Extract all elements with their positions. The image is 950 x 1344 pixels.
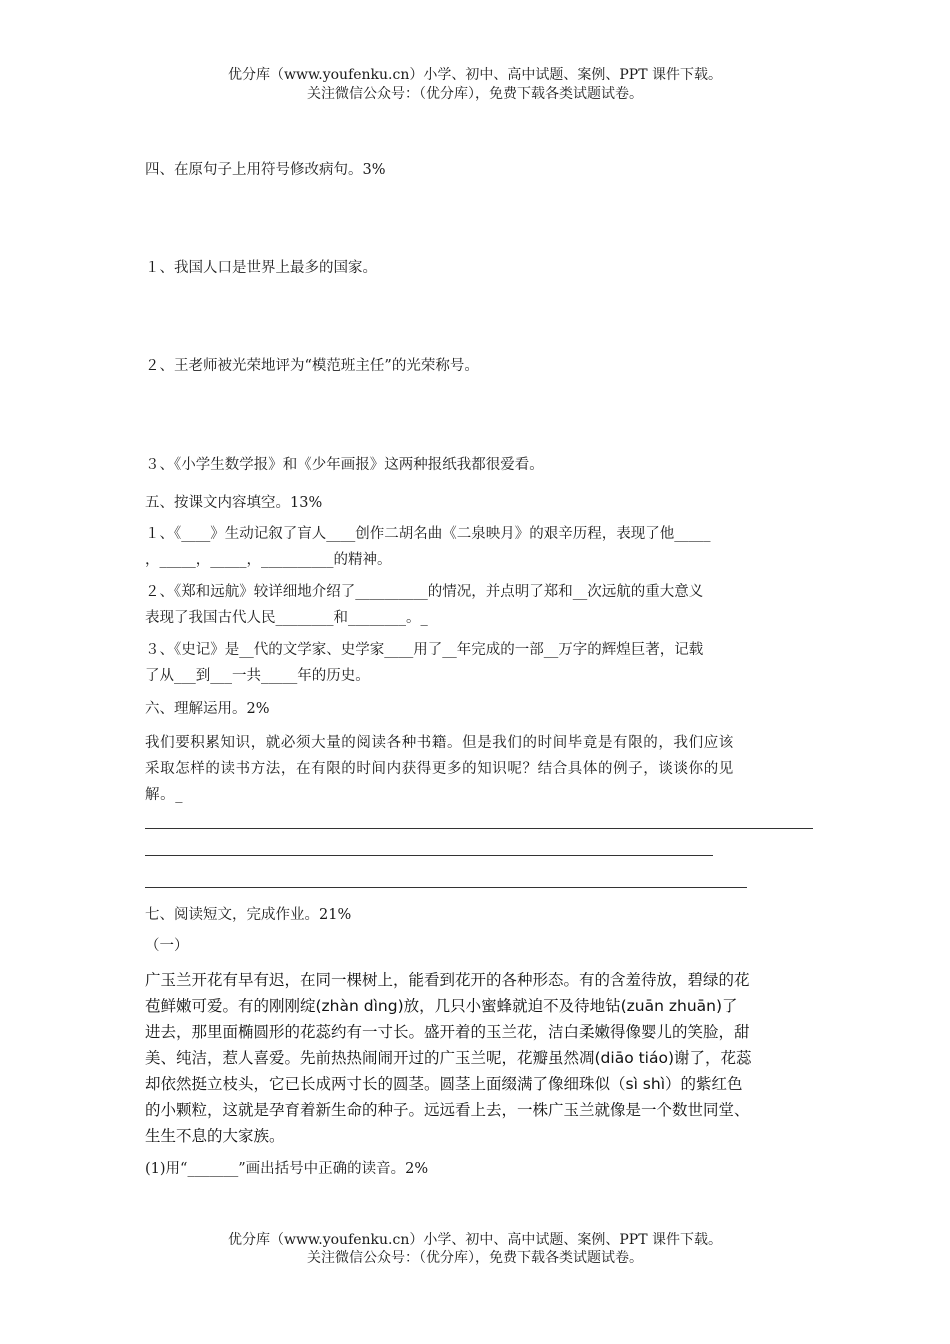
header-line-1: 优分库（www.youfenku.cn）小学、初中、高中试题、案例、PPT 课件下载。 bbox=[227, 67, 722, 83]
passage-line-4: 美、纯洁，惹人喜爱。先前热热闹闹开过的广玉兰呢，花瓣虽然凋(diāo tiáo)谢了，花蕊 bbox=[145, 1049, 752, 1067]
section-5-title: 五、按课文内容填空。13% bbox=[145, 495, 323, 511]
section-5-line-2: ，_____，_____，__________的精神。 bbox=[145, 552, 392, 568]
answer-line-1[interactable] bbox=[145, 828, 813, 829]
section-6-line-1: 我们要积累知识，就必须大量的阅读各种书籍。但是我们的时间毕竟是有限的，我们应该 bbox=[145, 735, 734, 751]
question-1: (1)用“_______”画出括号中正确的读音。2% bbox=[145, 1161, 429, 1177]
section-4-item-2: ２、王老师被光荣地评为“模范班主任”的光荣称号。 bbox=[145, 358, 479, 374]
section-6-line-2: 采取怎样的读书方法，在有限的时间内获得更多的知识呢？结合具体的例子，谈谈你的见 bbox=[145, 761, 734, 777]
passage-line-3: 进去，那里面椭圆形的花蕊约有一寸长。盛开着的玉兰花，洁白柔嫩得像婴儿的笑脸，甜 bbox=[145, 1023, 750, 1041]
section-6-line-3: 解。_ bbox=[145, 787, 184, 803]
footer-line-2: 关注微信公众号：（优分库），免费下载各类试题试卷。 bbox=[307, 1250, 643, 1266]
answer-line-3[interactable] bbox=[145, 887, 747, 888]
passage-line-2: 苞鲜嫩可爱。有的刚刚绽(zhàn dìng)放，几只小蜜蜂就迫不及待地钻(zuān zhuān)了 bbox=[145, 997, 738, 1015]
section-5-line-1: １、《____》生动记叙了盲人____创作二胡名曲《二泉映月》的艰辛历程，表现了他_____ bbox=[145, 526, 711, 542]
passage-line-7: 生生不息的大家族。 bbox=[145, 1127, 285, 1145]
passage-line-1: 广玉兰开花有早有迟，在同一棵树上，能看到花开的各种形态。有的含羞待放，碧绿的花 bbox=[145, 971, 750, 989]
section-5-line-6: 了从___到___一共_____年的历史。 bbox=[145, 668, 370, 684]
footer-line-1: 优分库（www.youfenku.cn）小学、初中、高中试题、案例、PPT 课件下载。 bbox=[227, 1232, 722, 1248]
section-7-title: 七、阅读短文，完成作业。21% bbox=[145, 907, 352, 923]
section-5-line-4: 表现了我国古代人民________和________。_ bbox=[145, 610, 428, 626]
answer-line-2[interactable] bbox=[145, 855, 713, 856]
passage-line-6: 的小颗粒，这就是孕育着新生命的种子。远远看上去，一株广玉兰就像是一个数世同堂、 bbox=[145, 1101, 750, 1119]
section-4-item-3: ３、《小学生数学报》和《少年画报》这两种报纸我都很爱看。 bbox=[145, 457, 544, 473]
section-4-item-1: １、我国人口是世界上最多的国家。 bbox=[145, 260, 377, 276]
header-line-2: 关注微信公众号：（优分库），免费下载各类试题试卷。 bbox=[307, 86, 643, 102]
section-6-title: 六、理解运用。2% bbox=[145, 701, 270, 717]
section-5-line-3: ２、《郑和远航》较详细地介绍了__________的情况，并点明了郑和__次远航的重大意义 bbox=[145, 584, 704, 600]
section-7-subtitle: （一） bbox=[145, 938, 189, 954]
section-5-line-5: ３、《史记》是__代的文学家、史学家____用了__年完成的一部__万字的辉煌巨著，记载 bbox=[145, 642, 704, 658]
passage-line-5: 却依然挺立枝头，它已长成两寸长的圆茎。圆茎上面缀满了像细珠似（sì shì）的紫红色 bbox=[145, 1075, 743, 1093]
section-4-title: 四、在原句子上用符号修改病句。3% bbox=[145, 162, 386, 178]
